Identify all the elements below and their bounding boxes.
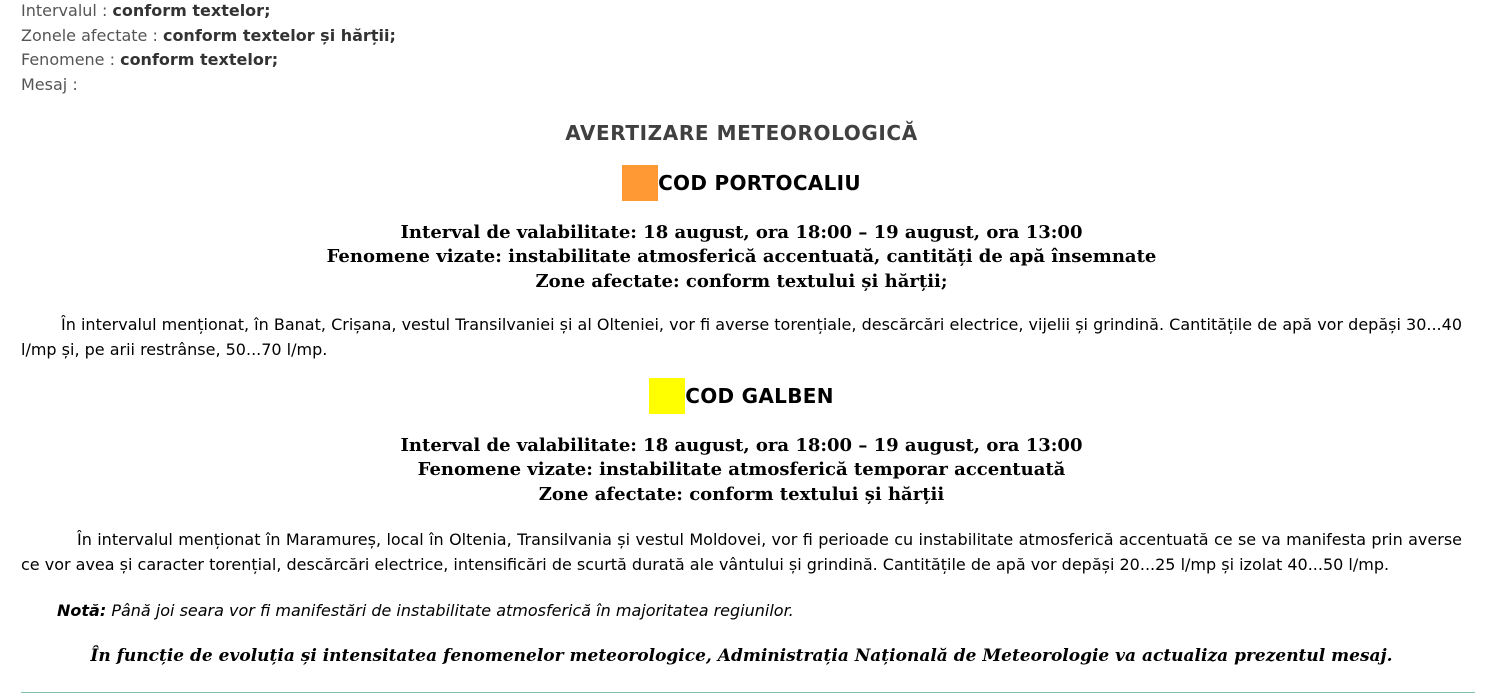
meta-zones-label: Zonele afectate : xyxy=(21,25,163,45)
meta-zones-value: conform textelor și hărții; xyxy=(162,25,396,45)
page-title: AVERTIZARE METEOROLOGICĂ xyxy=(565,121,918,145)
warning-meta xyxy=(21,0,396,97)
final-message: În funcție de evoluția și intensitatea fenomenelor meteorologice, Administrația Națională de Meteorologie va actualiza prezentul mesaj. xyxy=(90,646,1393,666)
orange-code-heading xyxy=(0,165,1483,201)
note-label: Notă: xyxy=(57,601,107,620)
meta-interval-value: conform textelor; xyxy=(112,1,271,20)
meta-phenomena xyxy=(21,48,396,73)
orange-phenomena: Fenomene vizate: instabilitate atmosferică accentuată, cantități de apă însemnate xyxy=(326,246,1157,268)
yellow-text: În intervalul menționat în Maramureș, local în Oltenia, Transilvania și vestul Moldovei, vor fi perioade cu instabilitate atmosferică accentuată ce se va manifesta prin averse ce vor avea și caracter torențial, descărcări electrice, intensificări de scurtă durată ale vântului și grindină. Cantitățile de apă vor depăși 20...25 l/mp și izolat 40...50 l/mp. xyxy=(21,530,1462,574)
meta-message-label: Mesaj : xyxy=(21,74,78,94)
orange-code-label: COD PORTOCALIU xyxy=(658,171,861,195)
meta-phenomena-label: Fenomene : xyxy=(21,50,121,69)
meta-message xyxy=(21,73,396,98)
yellow-zones: Zone afectate: conform textului și hărții xyxy=(538,483,945,505)
orange-text: În intervalul menționat, în Banat, Crișana, vestul Transilvaniei și al Olteniei, vor fi averse torențiale, descărcări electrice, vijelii și grindină. Cantitățile de apă vor depăși 30...40 l/mp și, pe arii restrânse, 50...70 l/mp. xyxy=(21,315,1462,359)
note xyxy=(57,601,794,620)
yellow-code-label: COD GALBEN xyxy=(685,384,834,408)
meta-zones xyxy=(21,24,396,49)
orange-swatch xyxy=(622,165,658,201)
orange-zones: Zone afectate: conform textului și hărții; xyxy=(535,270,948,292)
yellow-interval: Interval de valabilitate: 18 august, ora 18:00 – 19 august, ora 13:00 xyxy=(400,435,1083,456)
yellow-phenomena: Fenomene vizate: instabilitate atmosferică temporar accentuată xyxy=(417,459,1066,481)
orange-info xyxy=(0,221,1483,294)
note-text: Până joi seara vor fi manifestări de instabilitate atmosferică în majoritatea regiunilor. xyxy=(106,601,794,620)
yellow-swatch xyxy=(649,378,685,414)
yellow-info xyxy=(0,434,1483,507)
yellow-code-heading xyxy=(0,378,1483,414)
meta-interval xyxy=(21,0,396,24)
meta-phenomena-value: conform textelor; xyxy=(120,50,279,69)
meta-interval-label: Intervalul : xyxy=(21,1,113,20)
divider xyxy=(21,692,1475,693)
orange-interval: Interval de valabilitate: 18 august, ora 18:00 – 19 august, ora 13:00 xyxy=(400,222,1083,243)
